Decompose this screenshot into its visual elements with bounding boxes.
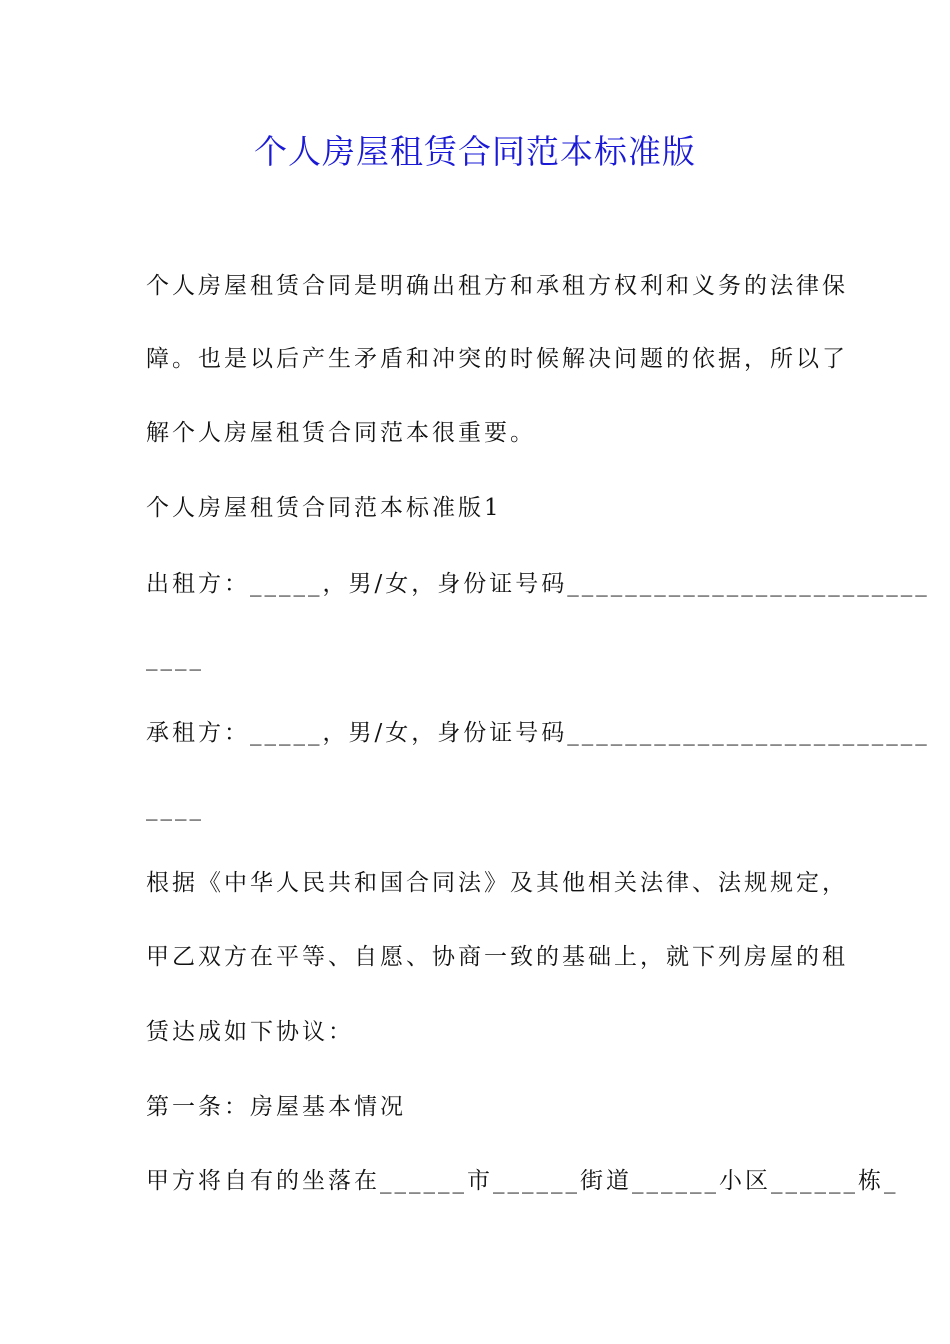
article-1-heading: 第一条：房屋基本情况 [146, 1094, 406, 1120]
lessee-line: 承租方：_____，男/女，身份证号码_________________________ [146, 720, 930, 746]
intro-line-3: 解个人房屋租赁合同范本很重要。 [146, 420, 536, 446]
basis-line-2: 甲乙双方在平等、自愿、协商一致的基础上，就下列房屋的租 [146, 944, 848, 970]
intro-line-1: 个人房屋租赁合同是明确出租方和承租方权利和义务的法律保 [146, 273, 848, 299]
document-title: 个人房屋租赁合同范本标准版 [254, 132, 696, 171]
section-heading: 个人房屋租赁合同范本标准版1 [146, 495, 502, 521]
lessor-line-cont: ____ [146, 645, 204, 671]
basis-line-1: 根据《中华人民共和国合同法》及其他相关法律、法规规定， [146, 870, 848, 896]
lessee-line-cont: ____ [146, 795, 204, 821]
basis-line-3: 赁达成如下协议： [146, 1019, 354, 1045]
lessor-line: 出租方：_____，男/女，身份证号码_________________________ [146, 571, 930, 597]
article-1-line-1: 甲方将自有的坐落在______市______街道______小区______栋_ [146, 1168, 899, 1194]
intro-line-2: 障。也是以后产生矛盾和冲突的时候解决问题的依据，所以了 [146, 346, 848, 372]
